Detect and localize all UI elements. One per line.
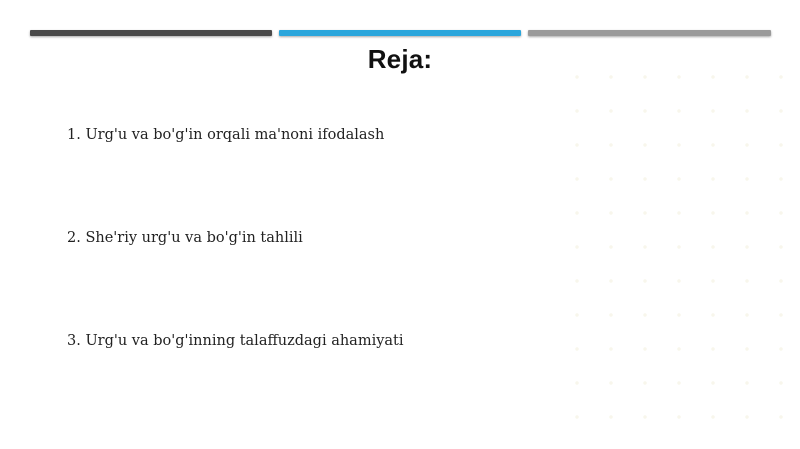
plan-list [67,0,767,449]
plan-item-2: 2. She'riy urg'u va bo'g'in tahlili [67,230,303,246]
plan-item-3: 3. Urg'u va bo'g'inning talaffuzdagi ahamiyati [67,333,404,349]
slide-title: Reja: [367,44,433,74]
plan-item-1: 1. Urg'u va bo'g'in orqali ma'noni ifodalash [67,127,385,143]
